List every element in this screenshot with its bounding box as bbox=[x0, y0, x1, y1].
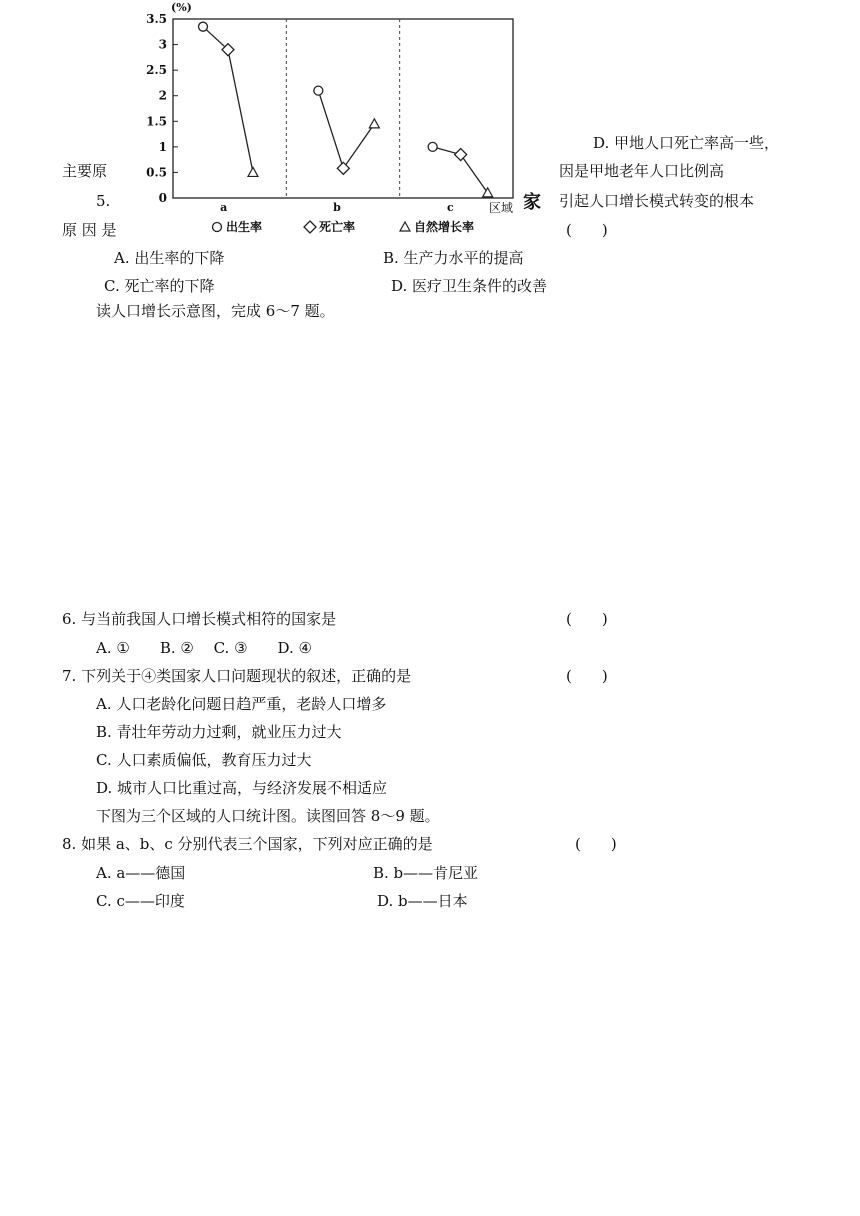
data-point-triangle bbox=[400, 222, 410, 231]
data-point-circle bbox=[314, 86, 323, 95]
q8-option-c: C. c——印度 bbox=[96, 892, 185, 910]
y-tick-label: 3 bbox=[158, 37, 167, 52]
q6-options: A. ① B. ② C. ③ D. ④ bbox=[96, 639, 312, 657]
q7-stem: 7. 下列关于④类国家人口问题现状的叙述，正确的是 bbox=[62, 667, 412, 685]
q7-option-b: B. 青壮年劳动力过剩，就业压力过大 bbox=[96, 723, 342, 741]
intro-6-7: 读人口增长示意图，完成 6～7 题。 bbox=[96, 302, 335, 320]
data-point-diamond bbox=[304, 221, 316, 233]
q8-option-d: D. b——日本 bbox=[377, 892, 468, 910]
y-tick-label: 2.5 bbox=[146, 63, 167, 78]
chart-legend bbox=[213, 219, 475, 234]
data-point-triangle bbox=[248, 167, 258, 176]
q8-option-a: A. a——德国 bbox=[96, 864, 186, 882]
data-point-diamond bbox=[337, 162, 349, 174]
q5-bracket: ( ) bbox=[566, 221, 608, 239]
population-rate-chart bbox=[130, 0, 560, 245]
q8-option-b: B. b——肯尼亚 bbox=[373, 864, 479, 882]
q5-option-b: B. 生产力水平的提高 bbox=[383, 249, 524, 267]
legend-label: 出生率 bbox=[226, 220, 263, 234]
data-point-diamond bbox=[455, 149, 467, 161]
q6-stem: 6. 与当前我国人口增长模式相符的国家是 bbox=[62, 610, 337, 628]
intro-8-9: 下图为三个区域的人口统计图。读图回答 8～9 题。 bbox=[96, 807, 440, 825]
q6-bracket: ( ) bbox=[566, 610, 608, 628]
category-label: a bbox=[220, 201, 228, 214]
category-label: b bbox=[333, 201, 341, 214]
q7-bracket: ( ) bbox=[566, 667, 608, 685]
q8-stem: 8. 如果 a、b、c 分别代表三个国家，下列对应正确的是 bbox=[62, 835, 433, 853]
series-line-region-b bbox=[318, 91, 374, 169]
q7-option-d: D. 城市人口比重过高，与经济发展不相适应 bbox=[96, 779, 388, 797]
chart-axes bbox=[146, 1, 513, 215]
data-point-circle bbox=[213, 223, 222, 232]
y-tick-label: 0 bbox=[158, 191, 167, 205]
overlap-text-left-top: 主要原 bbox=[62, 162, 108, 180]
y-tick-label: 2 bbox=[158, 88, 167, 103]
q7-option-a: A. 人口老龄化问题日趋严重，老龄人口增多 bbox=[96, 695, 387, 713]
q7-option-c: C. 人口素质偏低，教育压力过大 bbox=[96, 751, 312, 769]
category-label: c bbox=[446, 201, 454, 214]
y-tick-label: 0.5 bbox=[146, 165, 167, 180]
q4-option-d-line1: D. 甲地人口死亡率高一些， bbox=[593, 134, 780, 152]
q4-option-d-line2: 因是甲地老年人口比例高 bbox=[559, 162, 725, 180]
q5-stem-start: 原 因 是 bbox=[62, 221, 117, 239]
q5-option-a: A. 出生率的下降 bbox=[114, 249, 225, 267]
overlap-text-left-mid: 5. bbox=[96, 192, 111, 210]
q8-bracket: ( ) bbox=[575, 835, 617, 853]
y-unit-label: (%) bbox=[171, 1, 192, 14]
q5-stem-tail: 引起人口增长模式转变的根本 bbox=[559, 192, 755, 210]
y-tick-label: 1.5 bbox=[146, 114, 167, 129]
overlap-text-right-mark: 家 bbox=[523, 192, 541, 213]
chart-marks bbox=[199, 22, 493, 197]
data-point-circle bbox=[428, 142, 437, 151]
legend-label: 自然增长率 bbox=[414, 220, 475, 234]
y-tick-label: 3.5 bbox=[146, 12, 167, 26]
x-axis-label: 区域 bbox=[489, 201, 514, 215]
q5-option-c: C. 死亡率的下降 bbox=[104, 277, 215, 295]
legend-label: 死亡率 bbox=[319, 220, 356, 234]
q5-option-d: D. 医疗卫生条件的改善 bbox=[391, 277, 548, 295]
data-point-circle bbox=[199, 22, 208, 31]
data-point-triangle bbox=[483, 188, 493, 197]
data-point-triangle bbox=[369, 119, 379, 128]
y-tick-label: 1 bbox=[158, 139, 167, 154]
